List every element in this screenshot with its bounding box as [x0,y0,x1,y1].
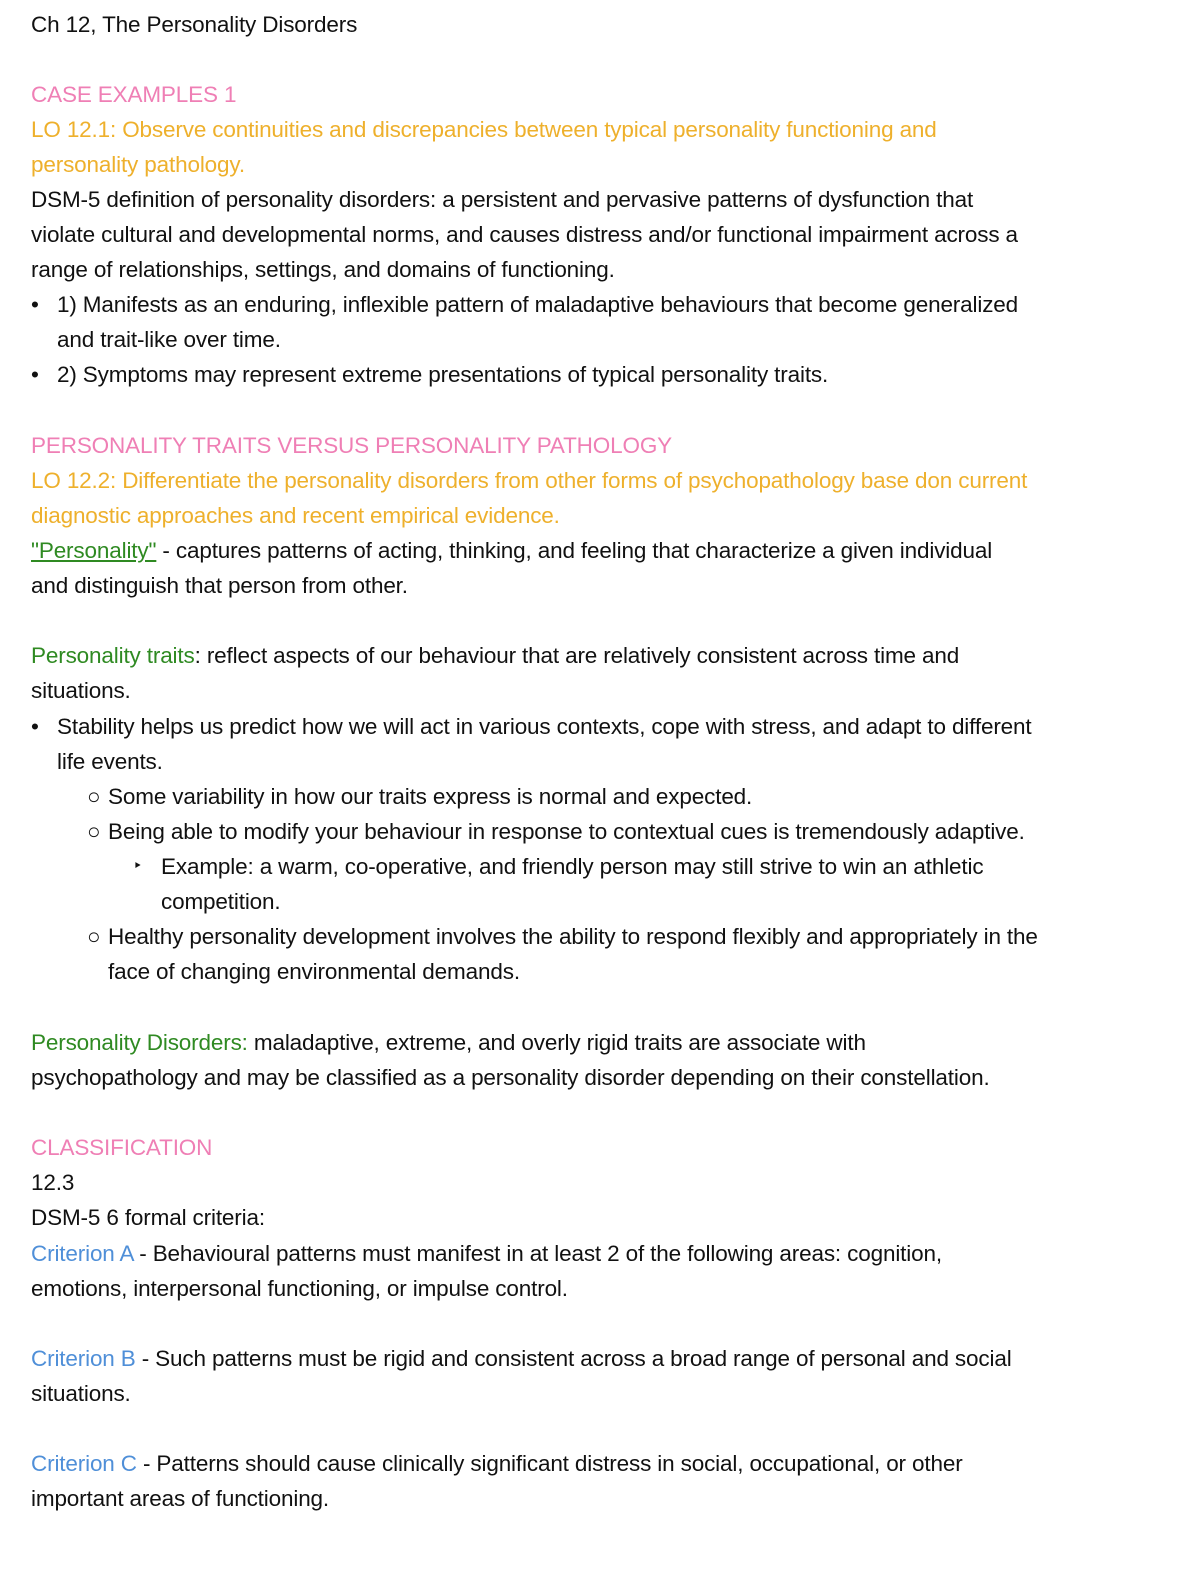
sub-bullet-healthy-line-2: face of changing environmental demands. [108,959,520,984]
sub-bullet-healthy-line-1: Healthy personality development involves the ability to respond flexibly and appropriately in the [108,924,1038,949]
classification-heading: CLASSIFICATION [31,1135,213,1160]
sub-bullet-modify: Being able to modify your behaviour in response to contextual cues is tremendously adaptive. [108,819,1025,844]
criterion-b-line-1 [31,1341,1012,1376]
criterion-a-line-2: emotions, interpersonal functioning, or impulse control. [31,1276,568,1301]
criterion-a-line-1 [31,1236,942,1271]
lo-12-2-line-2: diagnostic approaches and recent empirical evidence. [31,503,560,528]
criterion-a-text: - Behavioural patterns must manifest in at least 2 of the following areas: cognition, [133,1241,942,1266]
lo-12-2-line-1: LO 12.2: Differentiate the personality disorders from other forms of psychopathology base don current [31,468,1028,493]
criterion-b-line-2: situations. [31,1381,131,1406]
traits-definition-line-2: situations. [31,678,131,703]
personality-definition-line-1 [31,533,992,568]
personality-definition-text: - captures patterns of acting, thinking, and feeling that characterize a given individual [156,538,993,563]
dsm-definition-line-3: range of relationships, settings, and domains of functioning. [31,257,615,282]
criterion-c-line-1 [31,1446,963,1481]
criterion-c-text: - Patterns should cause clinically significant distress in social, occupational, or other [136,1451,963,1476]
lo-12-1-line-1: LO 12.1: Observe continuities and discrepancies between typical personality functioning and [31,117,937,142]
disorders-definition-line-1 [31,1025,866,1060]
sub-bullet-variability: Some variability in how our traits express is normal and expected. [108,784,753,809]
case-examples-heading: CASE EXAMPLES 1 [31,82,237,107]
stability-line-1: Stability helps us predict how we will act in various contexts, cope with stress, and adapt to different [57,714,1032,739]
traits-vs-pathology-heading: PERSONALITY TRAITS VERSUS PERSONALITY PATHOLOGY [31,433,673,458]
circle-bullet-marker: ○ [87,924,101,949]
classification-code: 12.3 [31,1170,75,1195]
personality-definition-line-2: and distinguish that person from other. [31,573,408,598]
personality-term: "Personality" [31,538,157,563]
personality-disorders-term: Personality Disorders: [31,1030,248,1055]
circle-bullet-marker: ○ [87,819,101,844]
circle-bullet-marker: ○ [87,784,101,809]
lo-12-1-line-2: personality pathology. [31,152,245,177]
criterion-a-term: Criterion A [31,1241,134,1266]
dsm-definition-line-1: DSM-5 definition of personality disorders: a persistent and pervasive patterns of dysfunction that [31,187,974,212]
bullet-marker: • [31,292,39,317]
dsm-definition-line-2: violate cultural and developmental norms, and causes distress and/or functional impairment across a [31,222,1018,247]
traits-definition-text: : reflect aspects of our behaviour that are relatively consistent across time and [194,643,960,668]
criterion-c-line-2: important areas of functioning. [31,1486,330,1511]
bullet-1-line-1: 1) Manifests as an enduring, inflexible pattern of maladaptive behaviours that become generalized [57,292,1019,317]
personality-traits-term: Personality traits [31,643,195,668]
bullet-marker: • [31,714,39,739]
bullet-2-line-1: 2) Symptoms may represent extreme presentations of typical personality traits. [57,362,829,387]
disorders-definition-line-2: psychopathology and may be classified as a personality disorder depending on their constellation. [31,1065,990,1090]
criterion-c-term: Criterion C [31,1451,137,1476]
bullet-1-line-2: and trait-like over time. [57,327,281,352]
traits-definition-line-1 [31,638,959,673]
dsm-criteria-intro: DSM-5 6 formal criteria: [31,1205,265,1230]
criterion-b-text: - Such patterns must be rigid and consistent across a broad range of personal and social [135,1346,1012,1371]
example-line-1: Example: a warm, co-operative, and friendly person may still strive to win an athletic [161,854,984,879]
example-line-2: competition. [161,889,281,914]
triangle-bullet-marker: ‣ [133,858,143,875]
stability-line-2: life events. [57,749,163,774]
bullet-marker: • [31,362,39,387]
page-title: Ch 12, The Personality Disorders [31,12,358,37]
disorders-definition-text: maladaptive, extreme, and overly rigid traits are associate with [247,1030,866,1055]
criterion-b-term: Criterion B [31,1346,136,1371]
